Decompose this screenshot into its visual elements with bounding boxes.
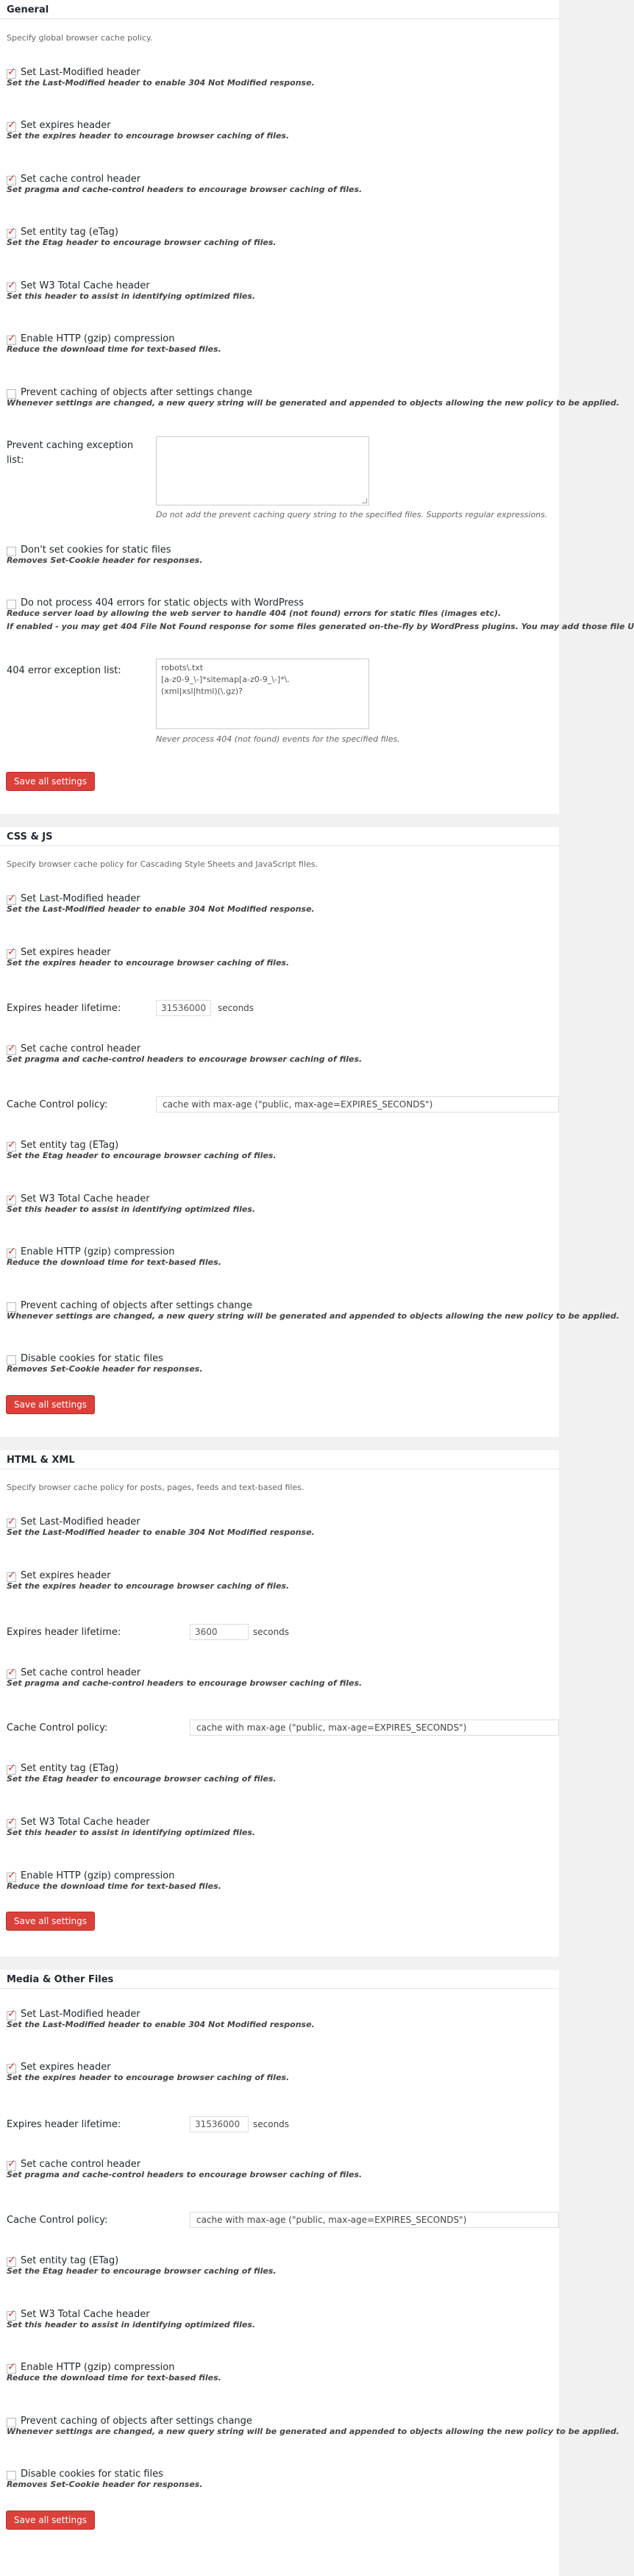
checkbox-label: Disable cookies for static files (21, 1353, 163, 1364)
checkbox-label: Don't set cookies for static files (21, 544, 171, 556)
checkbox-label: Prevent caching of objects after settings change (21, 2416, 252, 2427)
checkbox-label: Do not process 404 errors for static objects with WordPress (21, 597, 304, 608)
divider (0, 1988, 559, 1989)
section-title: CSS & JS (7, 831, 53, 842)
checkbox-label: Set expires header (21, 2062, 111, 2073)
checkbox-label: Enable HTTP (gzip) compression (21, 2362, 175, 2373)
resize-grip-icon[interactable] (362, 498, 367, 503)
checkbox-description: Removes Set-Cookie header for responses. (7, 556, 203, 565)
checkbox-label: Set cache control header (21, 174, 141, 185)
section-description: Specify browser cache policy for Cascading Style Sheets and JavaScript files. (7, 859, 318, 869)
media-section (0, 1970, 620, 2576)
checkbox-description: Set the Last-Modified header to enable 304 Not Modified response. (7, 1527, 315, 1537)
checkbox-description: Reduce the download time for text-based files. (7, 1257, 221, 1267)
section-title: HTML & XML (7, 1455, 75, 1466)
checkbox-description: Set this header to assist in identifying optimized files. (7, 1828, 256, 1837)
checkbox-description: Reduce server load by allowing the web server to handle 404 (not found) errors for static files (images etc). (7, 608, 502, 618)
seconds-label: seconds (253, 2119, 290, 2129)
checkbox-label: Set W3 Total Cache header (21, 1817, 150, 1828)
checkbox-description: Set the expires header to encourage browser caching of files. (7, 958, 290, 968)
checkbox-description: Set this header to assist in identifying optimized files. (7, 1204, 256, 1214)
section-description: Specify browser cache policy for posts, pages, feeds and text-based files. (7, 1483, 304, 1492)
checkbox-label: Enable HTTP (gzip) compression (21, 333, 175, 344)
checkbox-description: Whenever settings are changed, a new query string will be generated and appended to objects allowing the new policy to be applied. (7, 2427, 620, 2436)
checkbox-description: Set the Last-Modified header to enable 304 Not Modified response. (7, 78, 315, 88)
expires-lifetime-input[interactable]: 3600 (190, 1624, 249, 1640)
checkbox-label: Enable HTTP (gzip) compression (21, 1870, 175, 1881)
save-all-settings-button[interactable]: Save all settings (6, 772, 95, 791)
checkbox-label: Set W3 Total Cache header (21, 1193, 150, 1204)
expires-lifetime-input[interactable]: 31536000 (190, 2116, 249, 2132)
cache-control-policy-label: Cache Control policy: (7, 1722, 108, 1734)
checkbox-description: Set the Last-Modified header to enable 304 Not Modified response. (7, 904, 315, 914)
checkbox-label: Set expires header (21, 1570, 111, 1581)
checkbox-description: Reduce the download time for text-based files. (7, 1881, 221, 1891)
checkbox-label: Set W3 Total Cache header (21, 280, 150, 291)
section-title: General (7, 4, 49, 15)
cache-control-policy-select[interactable]: cache with max-age ("public, max-age=EXPIRES_SECONDS") (156, 1096, 559, 1113)
no-404-warning: If enabled - you may get 404 File Not Found response for some files generated on-the-fly by WordPress plugins. You may add those file U (7, 622, 634, 631)
error404-list-textarea[interactable]: robots\.txt [a-z0-9_\-]*sitemap[a-z0-9_\-]*\. (xml|xsl|html)(\.gz)? (156, 659, 369, 729)
checkbox-description: Set pragma and cache-control headers to encourage browser caching of files. (7, 185, 363, 194)
checkbox-description: Set the expires header to encourage browser caching of files. (7, 131, 290, 141)
error404-list-label: 404 error exception list: (7, 665, 121, 676)
checkbox-description: Set the Last-Modified header to enable 304 Not Modified response. (7, 2020, 315, 2029)
checkbox-description: Set pragma and cache-control headers to encourage browser caching of files. (7, 1054, 363, 1064)
checkbox-description: Set the Etag header to encourage browser caching of files. (7, 1151, 277, 1160)
cache-control-policy-select[interactable]: cache with max-age ("public, max-age=EXPIRES_SECONDS") (190, 1720, 559, 1736)
checkbox-description: Reduce the download time for text-based files. (7, 344, 221, 354)
checkbox-description: Set the Etag header to encourage browser caching of files. (7, 238, 277, 247)
section-title: Media & Other Files (7, 1974, 114, 1985)
checkbox-description: Removes Set-Cookie header for responses. (7, 2480, 203, 2489)
checkbox-description: Whenever settings are changed, a new query string will be generated and appended to objects allowing the new policy to be applied. (7, 398, 620, 408)
divider (0, 845, 559, 846)
checkbox-label: Set expires header (21, 120, 111, 131)
expires-lifetime-input[interactable]: 31536000 (156, 1000, 211, 1016)
checkbox-description: Set pragma and cache-control headers to encourage browser caching of files. (7, 1678, 363, 1688)
checkbox-label: Set cache control header (21, 1043, 141, 1054)
checkbox-description: Set this header to assist in identifying optimized files. (7, 2320, 256, 2330)
exception-list-label: Prevent caching exception list: (7, 440, 134, 466)
cache-control-policy-label: Cache Control policy: (7, 2215, 108, 2226)
save-all-settings-button[interactable]: Save all settings (6, 1395, 95, 1414)
checkbox-label: Enable HTTP (gzip) compression (21, 1246, 175, 1257)
checkbox-description: Whenever settings are changed, a new query string will be generated and appended to objects allowing the new policy to be applied. (7, 1311, 620, 1321)
checkbox-label: Set expires header (21, 947, 111, 958)
error404-list-hint: Never process 404 (not found) events for the specified files. (156, 734, 400, 744)
seconds-label: seconds (218, 1003, 254, 1013)
checkbox-label: Set cache control header (21, 1667, 141, 1678)
checkbox-label: Set entity tag (eTag) (21, 227, 118, 238)
seconds-label: seconds (253, 1627, 290, 1637)
checkbox-description: Set the expires header to encourage browser caching of files. (7, 2073, 290, 2082)
save-all-settings-button[interactable]: Save all settings (6, 2511, 95, 2530)
checkbox-description: Set pragma and cache-control headers to encourage browser caching of files. (7, 2170, 363, 2179)
checkbox-label: Set entity tag (ETag) (21, 1763, 119, 1774)
exception-list-textarea[interactable] (156, 436, 369, 505)
cache-control-policy-label: Cache Control policy: (7, 1099, 108, 1110)
divider (0, 18, 559, 19)
exception-list-hint: Do not add the prevent caching query string to the specified files. Supports regular expressions. (156, 510, 548, 519)
checkbox-label: Set Last-Modified header (21, 67, 140, 78)
save-all-settings-button[interactable]: Save all settings (6, 1912, 95, 1931)
html-xml-section (0, 1450, 559, 1956)
checkbox-description: Reduce the download time for text-based files. (7, 2373, 221, 2382)
expires-lifetime-label: Expires header lifetime: (7, 1003, 121, 1014)
css-js-section (0, 827, 620, 1437)
checkbox-label: Set entity tag (ETag) (21, 1140, 119, 1151)
checkbox-description: Set the Etag header to encourage browser caching of files. (7, 1774, 277, 1784)
checkbox-description: Set the Etag header to encourage browser caching of files. (7, 2266, 277, 2276)
checkbox-label: Set Last-Modified header (21, 2009, 140, 2020)
checkbox-label: Prevent caching of objects after settings change (21, 1300, 252, 1311)
general-section (0, 0, 634, 814)
checkbox-label: Set Last-Modified header (21, 1516, 140, 1527)
checkbox-description: Set this header to assist in identifying optimized files. (7, 291, 256, 301)
expires-lifetime-label: Expires header lifetime: (7, 1627, 121, 1638)
checkbox-description: Set the expires header to encourage browser caching of files. (7, 1581, 290, 1591)
checkbox-label: Prevent caching of objects after settings change (21, 387, 252, 398)
checkbox-label: Set Last-Modified header (21, 893, 140, 904)
checkbox-label: Set entity tag (ETag) (21, 2255, 119, 2266)
checkbox-description: Removes Set-Cookie header for responses. (7, 1364, 203, 1374)
checkbox-label: Set W3 Total Cache header (21, 2309, 150, 2320)
section-description: Specify global browser cache policy. (7, 33, 153, 43)
expires-lifetime-label: Expires header lifetime: (7, 2119, 121, 2130)
cache-control-policy-select[interactable]: cache with max-age ("public, max-age=EXPIRES_SECONDS") (190, 2212, 559, 2228)
checkbox-label: Disable cookies for static files (21, 2469, 163, 2480)
checkbox-label: Set cache control header (21, 2159, 141, 2170)
